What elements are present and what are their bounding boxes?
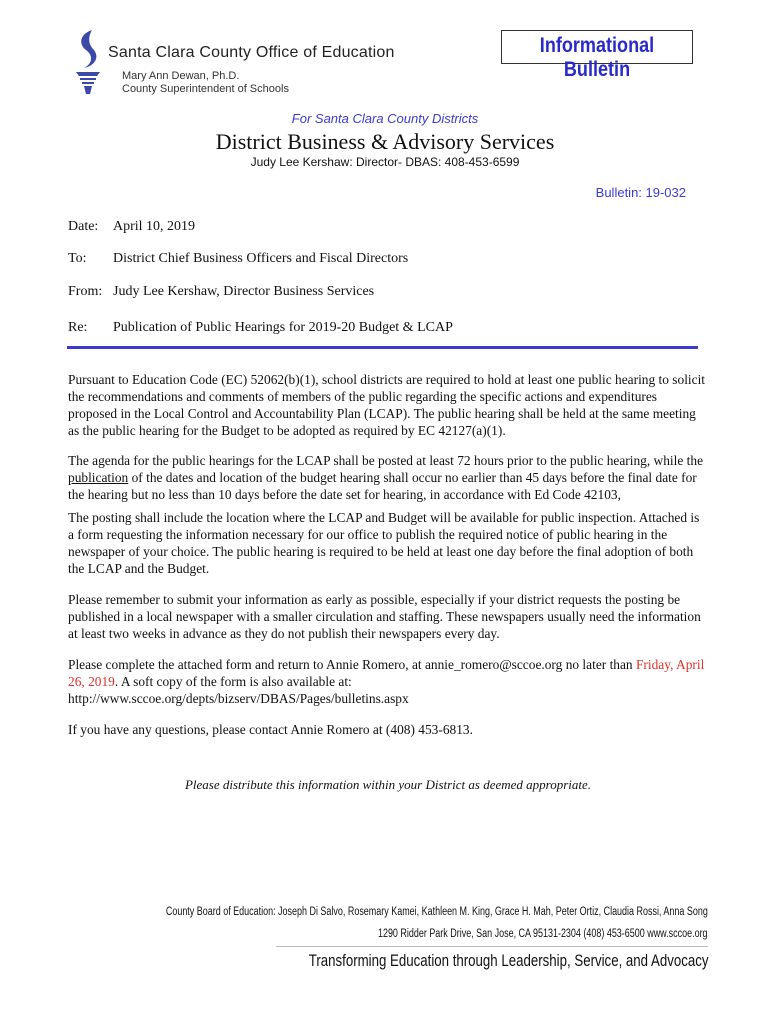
from-label: From: (68, 284, 103, 299)
board-members (13, 906, 708, 918)
bulletin-number: Bulletin: 19-032 (595, 185, 686, 200)
paragraph-3 (68, 509, 708, 577)
bulletins-url[interactable]: http://www.sccoe.org/depts/bizserv/DBAS/Pages/bulletins.aspx (68, 691, 409, 706)
paragraph-1 (68, 371, 708, 439)
to-label: To: (68, 251, 87, 266)
org-name: Santa Clara County Office of Education (108, 44, 395, 61)
paragraph-5-text-a: Please complete the attached form and return to Annie Romero, at annie_romero@sccoe.org no later than (68, 657, 636, 672)
deadline-date: Friday, April 26, 2019 (68, 657, 705, 689)
office-address-text: 1290 Ridder Park Drive, San Jose, CA 95131-2304 (408) 453-6500 www.sccoe.org (378, 928, 708, 940)
districts-line: For Santa Clara County Districts (291, 111, 479, 126)
publication-link[interactable]: publication (68, 470, 129, 485)
board-members-text: County Board of Education: Joseph Di Salvo, Rosemary Kamei, Kathleen M. King, Grace H. Mah, Peter Ortiz, Claudia Rossi, Anna Song (166, 906, 708, 918)
department-title: District Business & Advisory Services (215, 129, 555, 154)
paragraph-1-text: Pursuant to Education Code (EC) 52062(b)(1), school districts are required to hold at least one public hearing to solicit the recommendations and comments of members of the public regarding the specific actions and expenditures proposed in the Local Control and Accountability Plan (LCAP). The public hearing shall be held at the same meeting as the public hearing for the Budget to be adopted as required by EC 42127(a)(1). (68, 372, 706, 438)
tagline (196, 951, 709, 971)
paragraph-5 (68, 656, 708, 707)
paragraph-2-text-a: The agenda for the public hearings for the LCAP shall be posted at least 72 hours prior to the public hearing, while the (68, 453, 704, 468)
paragraph-2-text-b: of the dates and location of the budget hearing shall occur no earlier than 45 days before the final date for the hearing but no less than 10 days before the date set for hearing, in accordance with Ed Code 42103, (68, 470, 697, 502)
footer-rule (276, 946, 708, 947)
header-rule (67, 346, 698, 349)
to-value: District Chief Business Officers and Fiscal Directors (113, 251, 409, 266)
bulletin-box (501, 30, 693, 81)
re-value: Publication of Public Hearings for 2019-20 Budget & LCAP (113, 320, 453, 335)
director-line: Judy Lee Kershaw: Director- DBAS: 408-453-6599 (250, 155, 520, 169)
paragraph-6-text: If you have any questions, please contact Annie Romero at (408) 453-6813. (68, 722, 473, 737)
from-value: Judy Lee Kershaw, Director Business Services (113, 284, 375, 299)
date-label: Date: (68, 219, 99, 234)
distribute-note: Please distribute this information within your District as deemed appropriate. (184, 777, 592, 792)
tagline-text: Transforming Education through Leadership, Service, and Advocacy (308, 951, 708, 970)
superintendent-name: Mary Ann Dewan, Ph.D. (122, 70, 240, 82)
paragraph-3-text: The posting shall include the location where the LCAP and Budget will be available for public inspection. Attached is a form requesting the information necessary for our office to publish the required notice of public hearing in the newspaper of your choice. The public hearing is required to be held at least one day before the final adoption of both the LCAP and the Budget. (68, 510, 700, 576)
office-address (285, 928, 708, 940)
paragraph-2 (68, 452, 708, 503)
re-label: Re: (68, 320, 88, 335)
paragraph-6 (68, 721, 708, 738)
paragraph-5-text-b: . A soft copy of the form is also available at: (114, 674, 352, 689)
paragraph-4 (68, 591, 708, 642)
bulletin-label: Informational Bulletin (539, 34, 655, 81)
superintendent-title: County Superintendent of Schools (122, 83, 289, 95)
paragraph-4-text: Please remember to submit your information as early as possible, especially if your district requests the posting be published in a local newspaper with a smaller circulation and staffing. These newspapers usually need the information at least two weeks in advance as they do not publish their newspapers every day. (68, 592, 701, 641)
date-value: April 10, 2019 (113, 219, 196, 234)
torch-icon (70, 28, 106, 96)
